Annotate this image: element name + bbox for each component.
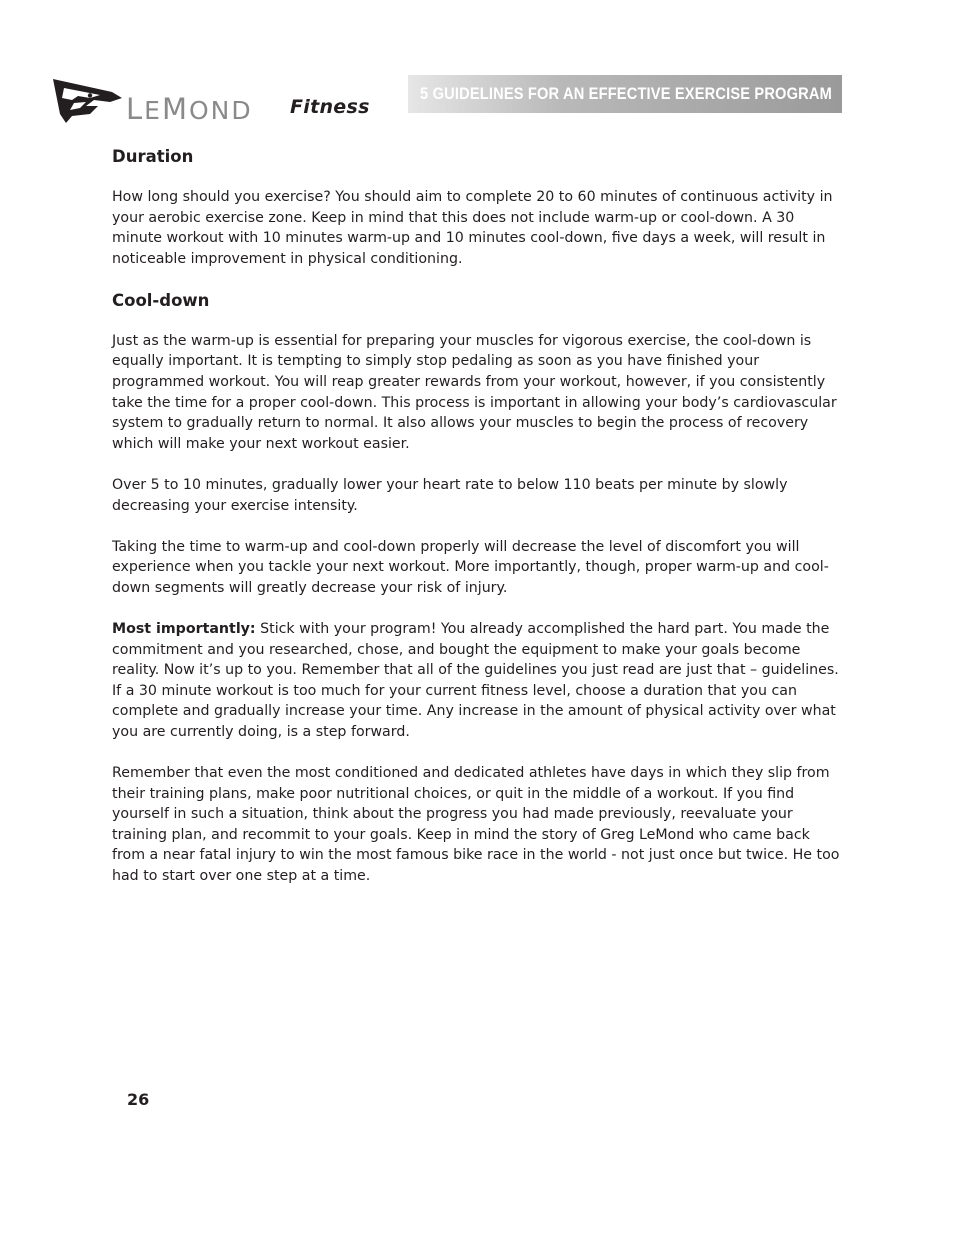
cooldown-paragraph-5: Remember that even the most conditioned and dedicated athletes have days in which they slip from their training plans, make poor nutritional choices, or quit in the middle of a workout. If you find yourself in such a situation, think about the progress you had made previously, reevaluate your training plan, and recommit to your goals. Keep in mind the story of Greg LeMond who came back from a near fatal injury to win the most famous bike race in the world - not just once but twice. He too had to start over one step at a time. [112, 764, 840, 884]
section-title-bar [408, 75, 842, 113]
most-importantly-label: Most importantly: [112, 620, 256, 637]
lemond-wordmark: LEMOND [126, 92, 253, 126]
cooldown-paragraph-3: Taking the time to warm-up and cool-down properly will decrease the level of discomfort you will experience when you tackle your next workout. More importantly, though, proper warm-up and cool-down segments will greatly decrease your risk of injury. [112, 538, 829, 596]
duration-paragraph: How long should you exercise? You should aim to complete 20 to 60 minutes of continuous activity in your aerobic exercise zone. Keep in mind that this does not include warm-up or cool-down. A 30 minute workout with 10 minutes warm-up and 10 minutes cool-down, five days a week, will result in noticeable improvement in physical conditioning. [112, 189, 833, 267]
lemond-hawk-icon [50, 76, 130, 126]
page-header [0, 0, 954, 130]
page-number: 26 [127, 1090, 150, 1109]
most-importantly-paragraph [112, 619, 842, 743]
duration-heading: Duration [112, 147, 194, 166]
page-title: 5 GUIDELINES FOR AN EFFECTIVE EXERCISE PROGRAM [420, 84, 832, 103]
fitness-wordmark: Fitness [290, 96, 370, 118]
cooldown-paragraph-1: Just as the warm-up is essential for preparing your muscles for vigorous exercise, the cool-down is equally important. It is tempting to simply stop pedaling as soon as you have finished your programmed workout. You will reap greater rewards from your workout, however, if you consistently take the time for a proper cool-down. This process is important in allowing your body’s cardiovascular system to gradually return to normal. It also allows your muscles to begin the process of recovery which will make your next workout easier. [112, 332, 837, 452]
main-content [112, 146, 842, 907]
lemond-fitness-logo [50, 76, 410, 126]
cooldown-paragraph-2: Over 5 to 10 minutes, gradually lower your heart rate to below 110 beats per minute by slowly decreasing your exercise intensity. [112, 476, 788, 514]
most-importantly-text: Stick with your program! You already accomplished the hard part. You made the commitment and you researched, chose, and bought the equipment to make your goals become reality. Now it’s up to you. Remember that all of the guidelines you just read are just that – guidelines. If a 30 minute workout is too much for your current fitness level, choose a duration that you can complete and gradually increase your time. Any increase in the amount of physical activity over what you are currently doing, is a step forward. [112, 620, 839, 740]
cooldown-heading: Cool-down [112, 290, 210, 310]
